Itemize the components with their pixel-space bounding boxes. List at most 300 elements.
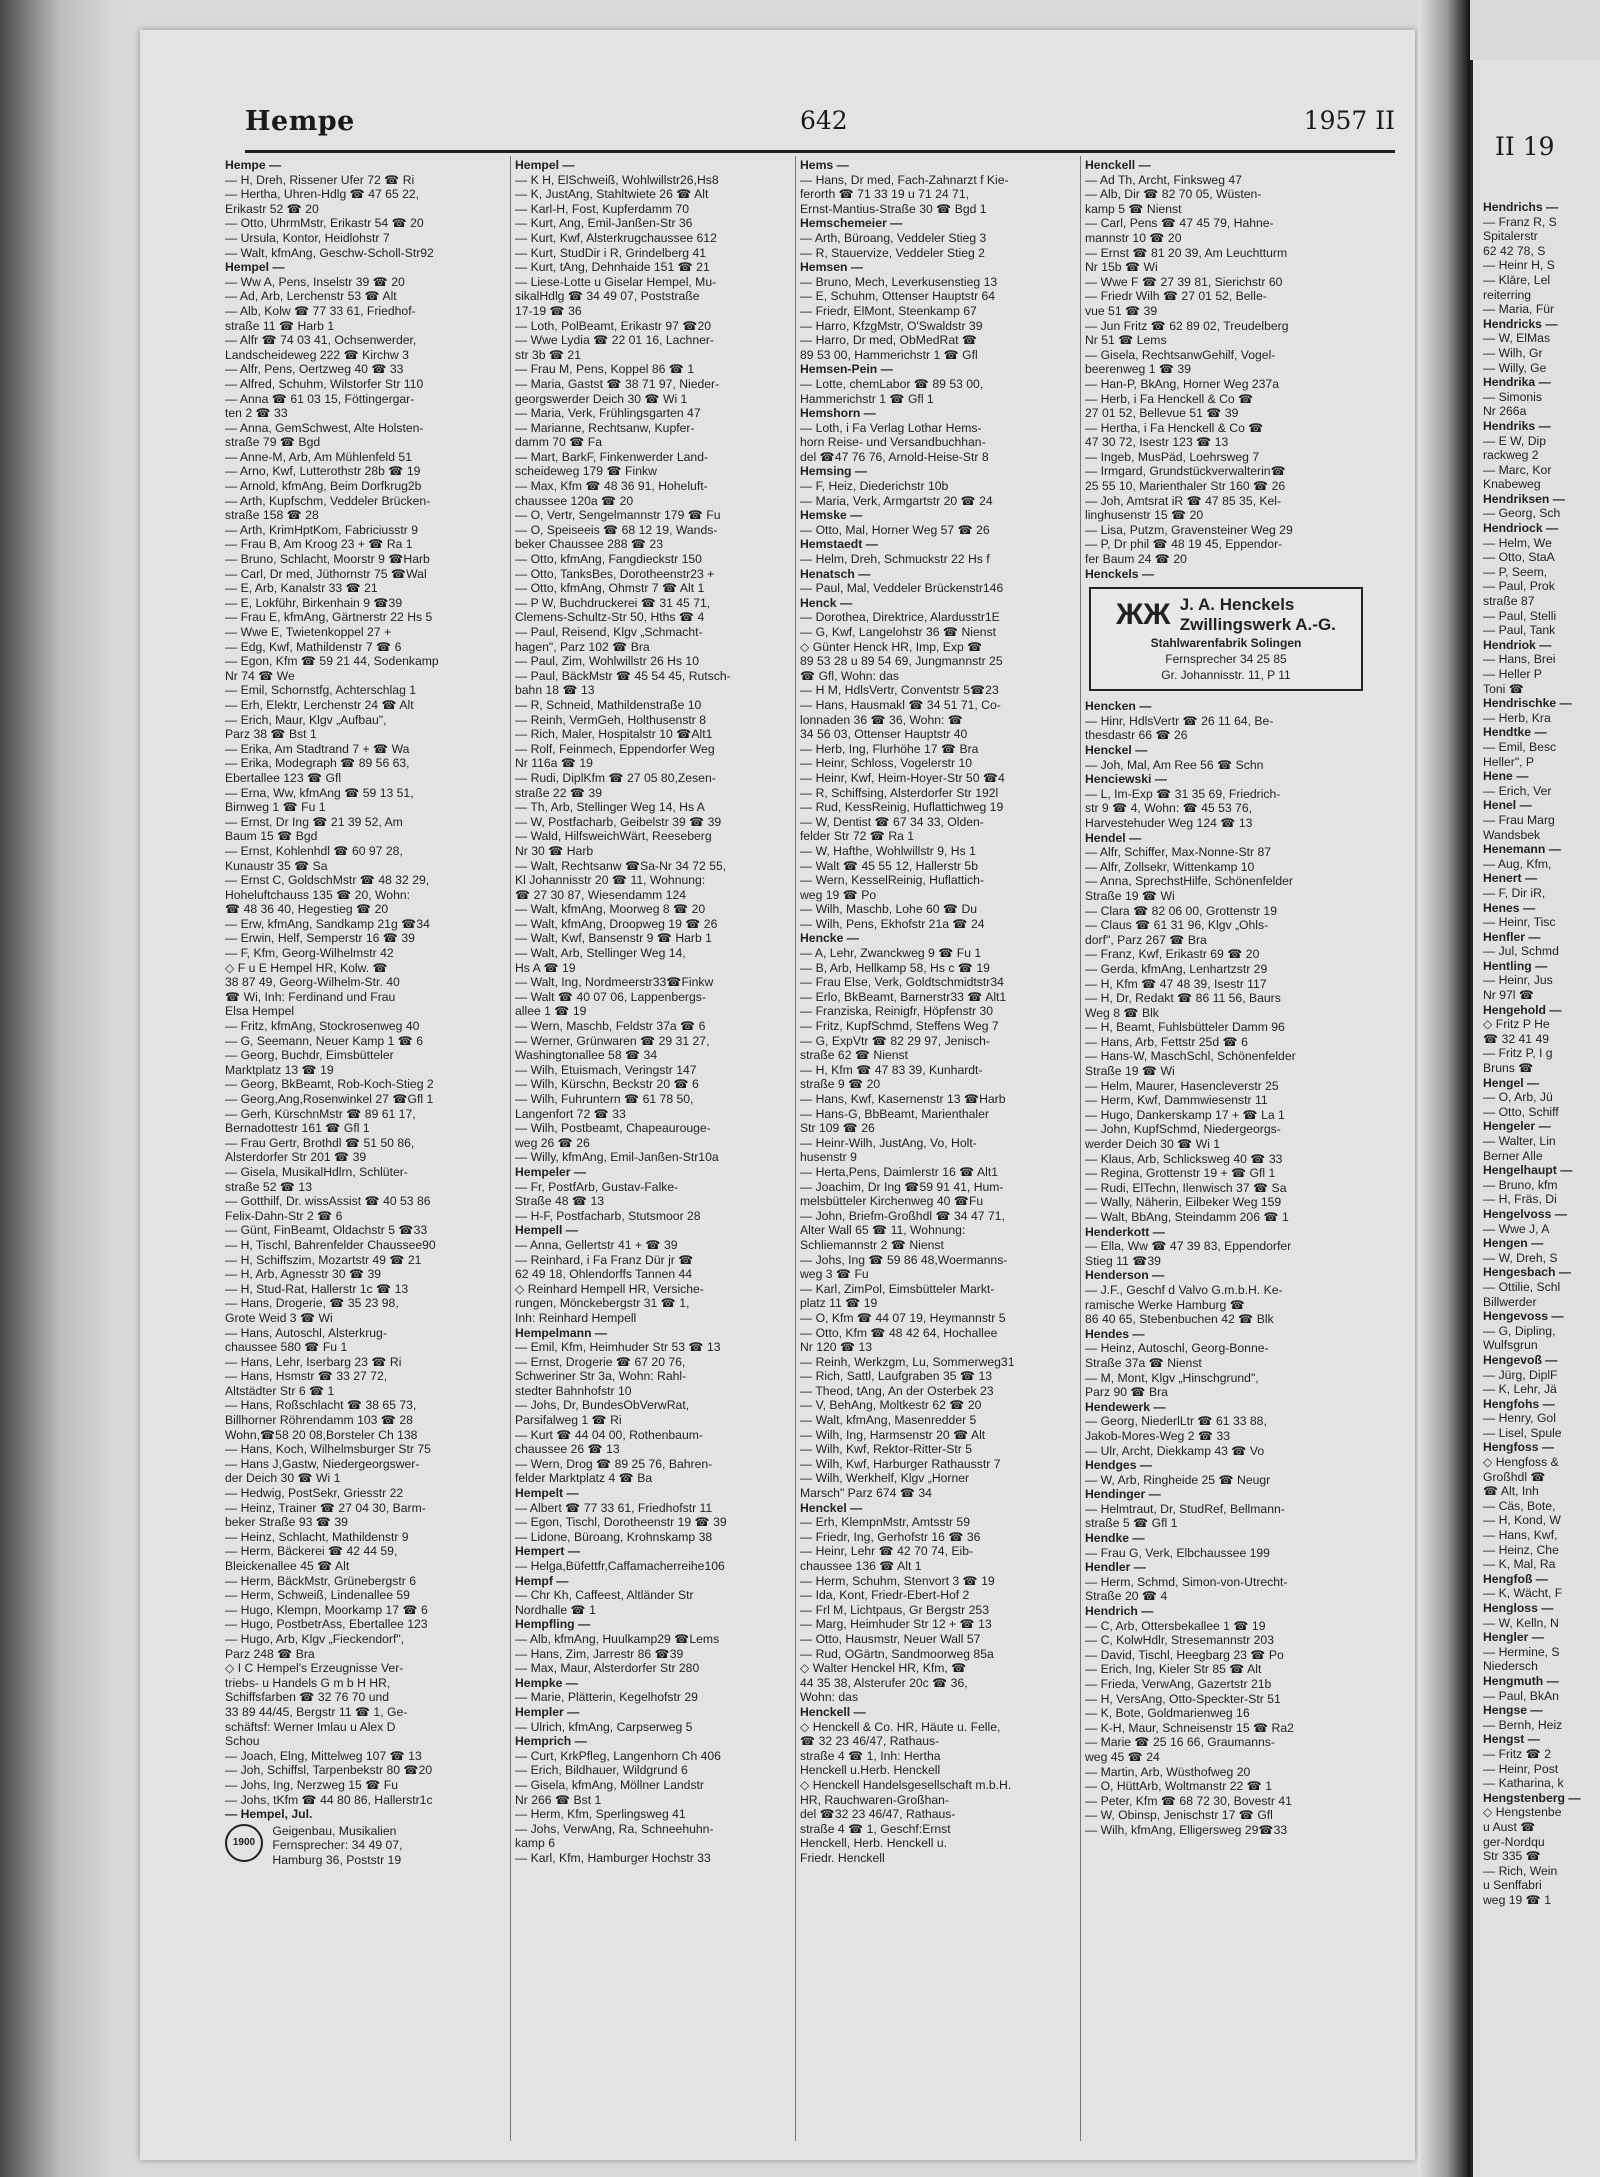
directory-entry: — Frau E, kfmAng, Gärtnerstr 22 Hs 5	[225, 610, 433, 625]
directory-entry: Schou	[225, 1734, 260, 1749]
directory-entry: Hengesbach —	[1483, 1265, 1572, 1280]
directory-entry: Hengelvoss —	[1483, 1206, 1567, 1221]
directory-entry: — Gerda, kfmAng, Lenhartzstr 29	[1085, 961, 1268, 976]
directory-entry: 27 01 52, Bellevue 51 ☎ 39	[1085, 406, 1239, 421]
directory-entry: — Marie ☎ 25 16 66, Graumanns-	[1085, 1735, 1275, 1750]
directory-entry: — C, KolwHdlr, Stresemannstr 203	[1085, 1633, 1274, 1648]
directory-entry: — Rudi, ElTechn, Ilenwisch 37 ☎ Sa	[1085, 1180, 1287, 1195]
directory-entry: — Joh, Mal, Am Ree 56 ☎ Schn	[1085, 757, 1264, 772]
directory-entry: Hendinger —	[1085, 1487, 1161, 1502]
directory-entry: Wulfsgrun	[1483, 1338, 1538, 1353]
directory-entry: Hendriok —	[1483, 637, 1552, 652]
directory-entry: Hene —	[1483, 769, 1529, 784]
directory-entry: — Herm, Kfm, Sperlingsweg 41	[515, 1807, 686, 1822]
directory-entry: — Erlo, BkBeamt, Barnerstr33 ☎ Alt1	[800, 989, 1007, 1004]
directory-entry: — Wern, KesselReinig, Huflattich-	[800, 873, 985, 888]
directory-entry: Henckell —	[1085, 158, 1151, 172]
directory-entry: — Friedr, ElMont, Steenkamp 67	[800, 303, 977, 318]
directory-entry: Henckel —	[1085, 743, 1148, 757]
directory-entry: ◇ Henckell & Co. HR, Häute u. Felle,	[800, 1719, 1001, 1734]
directory-entry: Hengst —	[1483, 1732, 1540, 1747]
directory-entry: — Gisela, MusikalHdlrn, Schlüter-	[225, 1164, 408, 1179]
directory-entry: weg 19 ☎ Po	[800, 887, 877, 902]
directory-entry: — Loth, PolBeamt, Erikastr 97 ☎20	[515, 318, 712, 333]
directory-entry: — Walt, BbAng, Steindamm 206 ☎ 1	[1085, 1210, 1289, 1224]
directory-entry: — Simonis	[1483, 389, 1542, 404]
directory-entry: — H, Kfm ☎ 47 48 39, Isestr 117	[1085, 976, 1267, 991]
directory-entry: — Arth, Büroang, Veddeler Stieg 3	[800, 230, 987, 245]
directory-entry: Heller", P	[1483, 754, 1535, 769]
directory-entry: 62 49 18, Ohlendorffs Tannen 44	[515, 1267, 693, 1282]
directory-entry: — Jun Fritz ☎ 62 89 02, Treudelberg	[1085, 318, 1289, 333]
directory-entry: felder Marktplatz 4 ☎ Ba	[515, 1471, 653, 1486]
directory-entry: — Otto, Kfm ☎ 48 42 64, Hochallee	[800, 1325, 998, 1340]
page-header	[245, 102, 1395, 144]
directory-entry: — Clara ☎ 82 06 00, Grottenstr 19	[1085, 903, 1277, 918]
directory-entry: — Alb, kfmAng, Huulkamp29 ☎Lems	[515, 1631, 720, 1646]
directory-entry: — Wilh, Kwf, Harburger Rathausstr 7	[800, 1456, 1001, 1471]
directory-entry: — Hans, Autoschl, Alsterkrug-	[225, 1325, 387, 1340]
hempel-jul-block	[225, 1824, 507, 1868]
directory-entry: Hempke —	[515, 1675, 578, 1690]
directory-entry: — Ingeb, MusPäd, Loehrsweg 7	[1085, 449, 1260, 464]
directory-entry: Ebertallee 123 ☎ Gfl	[225, 770, 342, 785]
directory-entry: — Ernst, Kohlenhdl ☎ 60 97 28,	[225, 843, 403, 858]
directory-entry: — Helm, Maurer, Hasencleverstr 25	[1085, 1078, 1279, 1093]
directory-entry: Schweriner Str 3a, Wohn: Rahl-	[515, 1369, 687, 1384]
directory-entry: Hengse —	[1483, 1703, 1543, 1718]
directory-entry: Hendricks —	[1483, 316, 1558, 331]
directory-entry: — H, Dreh, Rissener Ufer 72 ☎ Ri	[225, 172, 415, 187]
directory-entry: 25 55 10, Marienthaler Str 160 ☎ 26	[1085, 479, 1286, 494]
directory-entry: ☎ 27 30 87, Wiesendamm 124	[515, 887, 686, 902]
directory-entry: weg 26 ☎ 26	[515, 1135, 590, 1150]
directory-entry: Kl Johannisstr 20 ☎ 11, Wohnung:	[515, 873, 706, 888]
directory-entry: — Herb, i Fa Henckell & Co ☎	[1085, 391, 1254, 406]
directory-entry: Hammerichstr 1 ☎ Gfl 1	[800, 391, 934, 406]
directory-entry: ◇ Hengfoss &	[1483, 1455, 1559, 1470]
directory-entry: — O, Arb, Jü	[1483, 1090, 1553, 1105]
directory-entry: — Walt, Ing, Nordmeerstr33☎Finkw	[515, 975, 714, 990]
directory-entry: — Reinh, Werkzgm, Lu, Sommerweg31	[800, 1354, 1015, 1369]
directory-entry: — Hans J,Gastw, Niedergeorgswer-	[225, 1456, 420, 1471]
directory-entry: — Claus ☎ 61 31 96, Klgv „Ohls-	[1085, 918, 1269, 933]
directory-entry: — Otto, Schiff	[1483, 1104, 1559, 1119]
directory-entry: Hendriks —	[1483, 418, 1551, 433]
directory-entry: — Paul, BkAn	[1483, 1688, 1559, 1703]
directory-entry: — Alfr ☎ 74 03 41, Ochsenwerder,	[225, 333, 417, 348]
directory-entry: — Max, Kfm ☎ 48 36 91, Hoheluft-	[515, 479, 708, 494]
directory-entry: Spitalerstr	[1483, 229, 1538, 244]
directory-entry: weg 3 ☎ Fu	[800, 1267, 869, 1282]
directory-entry: — Anne-M, Arb, Am Mühlenfeld 51	[225, 449, 412, 464]
directory-entry: Straße 48 ☎ 13	[515, 1194, 605, 1209]
directory-entry: ◇ Henckell Handelsgesellschaft m.b.H.	[800, 1777, 1012, 1792]
directory-entry: Großhdl ☎	[1483, 1469, 1546, 1484]
directory-entry: — Hans, Hsmstr ☎ 33 27 72,	[225, 1369, 388, 1384]
directory-entry: straße 87	[1483, 594, 1535, 609]
directory-entry: — Hinr, HdlsVertr ☎ 26 11 64, Be-	[1085, 713, 1274, 728]
directory-entry: — Lisel, Spule	[1483, 1425, 1562, 1440]
facing-page-column	[1483, 200, 1600, 1907]
directory-entry: ☎ 32 23 46/47, Rathaus-	[800, 1734, 940, 1749]
directory-entry: — A, Lehr, Zwanckweg 9 ☎ Fu 1	[800, 946, 982, 961]
directory-entry: straße 4 ☎ 1, Geschf:Ernst	[800, 1821, 951, 1836]
directory-entry: — Otto, Mal, Horner Weg 57 ☎ 26	[800, 522, 990, 537]
directory-entry: — Reinhard, i Fa Franz Dür jr ☎	[515, 1252, 694, 1267]
directory-entry: — O, HüttArb, Woltmanstr 22 ☎ 1	[1085, 1779, 1272, 1794]
directory-entry: Hems —	[800, 158, 849, 172]
directory-entry: — Wern, Maschb, Feldstr 37a ☎ 6	[515, 1019, 706, 1034]
directory-entry: 89 53 28 u 89 54 69, Jungmannstr 25	[800, 654, 1003, 669]
directory-entry: del ☎32 23 46/47, Rathaus-	[800, 1807, 956, 1822]
directory-entry: — E, Arb, Kanalstr 33 ☎ 21	[225, 581, 378, 596]
directory-entry: — Heinr, Lehr ☎ 42 70 74, Eib-	[800, 1544, 974, 1559]
directory-entry: — Kurt, StudDir i R, Grindelberg 41	[515, 245, 707, 260]
directory-entry: — Hans, Zim, Jarrestr 86 ☎39	[515, 1646, 684, 1661]
directory-entry: — Wilh, Pens, Ekhofstr 21a ☎ 24	[800, 916, 985, 931]
directory-entry: Hendke —	[1085, 1531, 1145, 1546]
directory-entry: Hemske —	[800, 508, 863, 523]
directory-entry: Washingtonallee 58 ☎ 34	[515, 1048, 658, 1063]
directory-entry: Hengeler —	[1483, 1119, 1551, 1134]
directory-entry: Hempf —	[515, 1573, 569, 1588]
directory-entry: — Alfred, Schuhm, Wilstorfer Str 110	[225, 376, 424, 391]
directory-entry: — H, VersAng, Otto-Speckter-Str 51	[1085, 1691, 1281, 1706]
directory-entry: Parz 248 ☎ Bra	[225, 1646, 315, 1661]
directory-entry: — Emil, Besc	[1483, 739, 1557, 754]
directory-entry: Parz 90 ☎ Bra	[1085, 1385, 1168, 1400]
directory-entry: ☎ Gfl, Wohn: das	[800, 668, 899, 683]
directory-entry: — Herm, Bäckerei ☎ 42 44 59,	[225, 1544, 398, 1559]
directory-entry: bahn 18 ☎ 13	[515, 683, 595, 698]
directory-entry: Felix-Dahn-Str 2 ☎ 6	[225, 1208, 343, 1223]
directory-entry: ramische Werke Hamburg ☎	[1085, 1297, 1245, 1312]
directory-entry: Straße 20 ☎ 4	[1085, 1589, 1168, 1604]
directory-entry: — Wilh, kfmAng, Elligersweg 29☎33	[1085, 1822, 1288, 1837]
directory-entry: 62 42 78, S	[1483, 243, 1546, 258]
directory-entry: — J.F., Geschf d Valvo G.m.b.H. Ke-	[1085, 1282, 1283, 1297]
directory-entry: — Heinz, Trainer ☎ 27 04 30, Barm-	[225, 1500, 426, 1515]
directory-entry: — Hans, Koch, Wilhelmsburger Str 75	[225, 1442, 431, 1457]
page-number: 642	[800, 106, 848, 135]
directory-entry: Hendriock —	[1483, 521, 1559, 536]
jul-line: Hamburg 36, Poststr 19	[272, 1852, 402, 1867]
directory-entry: — Helmtraut, Dr, StudRef, Bellmann-	[1085, 1501, 1285, 1516]
directory-entry: — Hans, Kwf, Kasernenstr 13 ☎Harb	[800, 1092, 1006, 1106]
directory-entry: — Hempel, Jul.	[225, 1807, 313, 1822]
directory-entry: — Georg, Buchdr, Eimsbütteler	[225, 1048, 394, 1063]
directory-entry: — H M, HdlsVertr, Conventstr 5☎23	[800, 683, 999, 698]
directory-entry: Hendrichs —	[1483, 200, 1559, 214]
directory-entry: — Hertha, i Fa Henckell & Co ☎	[1085, 420, 1264, 435]
directory-entry: Hemschemeier —	[800, 216, 903, 231]
directory-entry: — Wwe F ☎ 27 39 81, Sierichstr 60	[1085, 274, 1283, 289]
directory-entry: 34 56 03, Ottenser Hauptstr 40	[800, 727, 968, 742]
directory-entry: — Joh, Amtsrat iR ☎ 47 85 35, Kel-	[1085, 493, 1282, 508]
directory-entry: — Herm, Schweiß, Lindenallee 59	[225, 1588, 410, 1603]
directory-entry: Hengstenberg —	[1483, 1790, 1581, 1805]
directory-entry: — P, Seem,	[1483, 564, 1548, 579]
directory-entry: — Wilh, Etuismach, Veringstr 147	[515, 1062, 697, 1077]
directory-entry: — Chr Kh, Caffeest, Altländer Str	[515, 1588, 694, 1603]
directory-entry: — Alb, Kolw ☎ 77 33 61, Friedhof-	[225, 303, 416, 318]
directory-entry: — Kurt, Kwf, Alsterkrugchaussee 612	[515, 230, 717, 245]
directory-entry: del ☎47 76 76, Arnold-Heise-Str 8	[800, 449, 989, 464]
directory-entry: Nr 266a	[1483, 404, 1527, 419]
directory-entry: platz 11 ☎ 19	[800, 1296, 878, 1311]
directory-entry: scheideweg 179 ☎ Finkw	[515, 464, 657, 479]
directory-entry: — Hans, Hausmakl ☎ 34 51 71, Co-	[800, 697, 1001, 712]
directory-entry: — G, Dipling,	[1483, 1323, 1556, 1338]
directory-entry: straße 62 ☎ Nienst	[800, 1048, 908, 1063]
directory-entry: — Hermine, S	[1483, 1644, 1560, 1659]
directory-entry: straße 9 ☎ 20	[800, 1077, 881, 1092]
directory-entry: — Georg, NiederlLtr ☎ 61 33 88,	[1085, 1414, 1267, 1429]
directory-entry: Hendtke —	[1483, 725, 1547, 740]
directory-entry: — Walt, Rechtsanw ☎Sa-Nr 34 72 55,	[515, 858, 727, 873]
directory-entry: Henfler —	[1483, 929, 1541, 944]
directory-entry: Kunaustr 35 ☎ Sa	[225, 858, 328, 873]
directory-entry: — Hugo, Arb, Klgv „Fieckendorf",	[225, 1631, 405, 1646]
directory-entry: — Erwin, Helf, Semperstr 16 ☎ 39	[225, 931, 415, 946]
directory-entry: — Klāre, Lel	[1483, 272, 1551, 287]
directory-entry: Hoheluftchauss 135 ☎ 20, Wohn:	[225, 887, 411, 902]
directory-entry: — Wwe J, A	[1483, 1221, 1550, 1236]
directory-entry: — Willy, Ge	[1483, 360, 1547, 375]
directory-entry: Henckels —	[1085, 566, 1155, 581]
directory-entry: straße 158 ☎ 28	[225, 508, 319, 523]
directory-entry: Hendes —	[1085, 1326, 1145, 1341]
directory-entry: — Fritz P, I g	[1483, 1046, 1553, 1061]
ad-title-line2: Zwillingswerk A.-G.	[1179, 615, 1336, 635]
directory-entry: — Carl, Dr med, Jüthornstr 75 ☎Wal	[225, 566, 427, 581]
directory-entry: Bleickenallee 45 ☎ Alt	[225, 1559, 350, 1573]
directory-entry: — H, Schiffszim, Mozartstr 49 ☎ 21	[225, 1252, 422, 1267]
directory-entry: — John, KupfSchmd, Niedergeorgs-	[1085, 1122, 1281, 1137]
directory-entry: Hempe —	[225, 158, 282, 172]
directory-entry: — Rolf, Feinmech, Eppendorfer Weg	[515, 741, 715, 756]
directory-entry: — E, Lokführ, Birkenhain 9 ☎39	[225, 595, 403, 610]
directory-entry: kamp 5 ☎ Nienst	[1085, 201, 1182, 216]
directory-entry: Billwerder	[1483, 1294, 1537, 1309]
directory-entry: 47 30 72, Isestr 123 ☎ 13	[1085, 435, 1229, 450]
directory-entry: — Kurt, Ang, Emil-Janßen-Str 36	[515, 216, 693, 231]
directory-entry: triebs- u Handels G m b H HR,	[225, 1675, 391, 1690]
directory-entry: — Walt ☎ 40 07 06, Lappenbergs-	[515, 989, 706, 1004]
directory-entry: — K, Lehr, Jä	[1483, 1382, 1557, 1397]
directory-entry: — V, BehAng, Moltkestr 62 ☎ 20	[800, 1398, 982, 1413]
directory-entry: beker Chaussee 288 ☎ 23	[515, 537, 663, 552]
directory-entry: allee 1 ☎ 19	[515, 1004, 587, 1019]
directory-entry: — H, Stud-Rat, Hallerstr 1c ☎ 13	[225, 1281, 409, 1296]
directory-entry: — Franz R, S	[1483, 214, 1557, 229]
directory-entry: — Hans, Drogerie, ☎ 35 23 98,	[225, 1296, 399, 1311]
directory-entry: Knabeweg	[1483, 477, 1541, 492]
directory-entry: — Wern, Drog ☎ 89 25 76, Bahren-	[515, 1456, 713, 1471]
facing-page-header: II 19	[1495, 132, 1555, 161]
directory-entry: — Heinz, Schlacht, Mathildenstr 9	[225, 1529, 409, 1544]
directory-entry: — Arth, KrimHptKom, Fabriciusstr 9	[225, 522, 419, 537]
directory-entry: Bernadottestr 161 ☎ Gfl 1	[225, 1121, 370, 1136]
directory-entry: — Rich, Maler, Hospitalstr 10 ☎Alt1	[515, 727, 713, 742]
directory-entry: — Rud, OGärtn, Sandmoorweg 85a	[800, 1646, 994, 1661]
directory-entry: — Herm, BäckMstr, Grünebergstr 6	[225, 1573, 416, 1588]
column-3	[800, 158, 1082, 2143]
directory-entry: Stieg 11 ☎39	[1085, 1253, 1161, 1268]
directory-entry: — Frau Else, Verk, Goldtschmidtstr34	[800, 975, 1004, 990]
directory-entry: weg 19 ☎ 1	[1483, 1892, 1552, 1907]
directory-entry: — Hugo, Klempn, Moorkamp 17 ☎ 6	[225, 1602, 428, 1617]
directory-entry: — H, Fräs, Di	[1483, 1192, 1557, 1207]
directory-entry: Henert —	[1483, 871, 1538, 886]
directory-entry: — Marianne, Rechtsanw, Kupfer-	[515, 420, 695, 435]
henckels-advertisement	[1089, 587, 1363, 691]
directory-entry: — Harro, KfzgMstr, O'Swaldstr 39	[800, 318, 983, 333]
directory-entry: horn Reise- und Versandbuchhan-	[800, 435, 986, 450]
directory-entry: Birnweg 1 ☎ Fu 1	[225, 800, 326, 815]
directory-entry: — Karl, ZimPol, Eimsbütteler Markt-	[800, 1281, 995, 1296]
directory-entry: — David, Tischl, Heegbarg 23 ☎ Po	[1085, 1647, 1284, 1662]
directory-entry: — K-H, Maur, Schneisenstr 15 ☎ Ra2	[1085, 1720, 1294, 1735]
directory-entry: — Karl, Kfm, Hamburger Hochstr 33	[515, 1850, 711, 1865]
directory-entry: — Jul, Schmd	[1483, 944, 1559, 959]
directory-entry: Hemsen —	[800, 260, 863, 275]
directory-entry: — Bruno, kfm	[1483, 1177, 1558, 1192]
directory-entry: — Walt ☎ 45 55 12, Hallerstr 5b	[800, 858, 978, 873]
directory-entry: — Gerh, KürschnMstr ☎ 89 61 17,	[225, 1106, 416, 1121]
directory-entry: — Ad Th, Archt, Finksweg 47	[1085, 172, 1242, 187]
directory-entry: Berner Alle	[1483, 1148, 1543, 1163]
directory-entry: — Heller P	[1483, 667, 1542, 681]
directory-entry: str 9 ☎ 4, Wohn: ☎ 45 53 76,	[1085, 801, 1252, 816]
seal-1900-icon: 1900	[225, 1824, 263, 1862]
directory-entry: — Hans-G, BbBeamt, Marienthaler	[800, 1106, 989, 1121]
directory-entry: — Frau M, Pens, Koppel 86 ☎ 1	[515, 362, 695, 377]
directory-entry: — Herm, Schuhm, Stenvort 3 ☎ 19	[800, 1573, 995, 1588]
directory-entry: — F, Dir iR,	[1483, 885, 1546, 900]
directory-entry: — Alb, Dir ☎ 82 70 05, Wüsten-	[1085, 187, 1262, 202]
directory-entry: — Rich, Wein	[1483, 1863, 1558, 1878]
directory-entry: — Theod, tAng, An der Osterbek 23	[800, 1383, 994, 1398]
directory-entry: — R, Schneid, Mathildenstraße 10	[515, 697, 702, 712]
directory-entry: — Rud, KessReinig, Huflattichweg 19	[800, 800, 1004, 815]
directory-entry: Hendriksen —	[1483, 491, 1565, 506]
directory-entry: Nr 266 ☎ Bst 1	[515, 1792, 602, 1807]
directory-entry: fer Baum 24 ☎ 20	[1085, 552, 1187, 567]
directory-entry: Parz 38 ☎ Bst 1	[225, 727, 317, 742]
directory-entry: Marsch" Parz 674 ☎ 34	[800, 1486, 932, 1501]
directory-entry: Hempeler —	[515, 1164, 587, 1179]
directory-entry: — Hans, Lehr, Iserbarg 23 ☎ Ri	[225, 1354, 402, 1369]
directory-entry: Jakob-Mores-Weg 2 ☎ 33	[1085, 1428, 1231, 1443]
directory-entry: ☎ Wi, Inh: Ferdinand und Frau	[225, 989, 396, 1004]
directory-entry: — K, Bote, Goldmarienweg 16	[1085, 1706, 1250, 1721]
directory-entry: — Herb, Ing, Flurhöhe 17 ☎ Bra	[800, 741, 979, 756]
directory-entry: felder Str 72 ☎ Ra 1	[800, 829, 915, 844]
directory-entry: — Walt, kfmAng, Moorweg 8 ☎ 20	[515, 902, 706, 917]
directory-entry: — Herm, Kwf, Dammwiesenstr 11	[1085, 1093, 1268, 1108]
directory-entry: straße 11 ☎ Harb 1	[225, 318, 335, 333]
directory-entry: Landscheideweg 222 ☎ Kirchw 3	[225, 347, 409, 362]
directory-entry: Hengmuth —	[1483, 1673, 1559, 1688]
directory-entry: ger-Nordqu	[1483, 1834, 1545, 1849]
directory-entry: — Paul, Reisend, Klgv „Schmacht-	[515, 625, 703, 639]
directory-entry: Grote Weid 3 ☎ Wi	[225, 1310, 333, 1325]
directory-entry: Hentling —	[1483, 958, 1548, 973]
directory-entry: Hengevoss —	[1483, 1309, 1564, 1324]
directory-entry: Nr 51 ☎ Lems	[1085, 333, 1167, 348]
directory-entry: — Th, Arb, Stellinger Weg 14, Hs A	[515, 800, 705, 815]
directory-entry: — Heinr, Schloss, Vogelerstr 10	[800, 756, 973, 771]
directory-entry: Nordhalle ☎ 1	[515, 1602, 596, 1617]
directory-entry: — Wilh, Werkhelf, Klgv „Horner	[800, 1471, 970, 1486]
directory-entry: — K, JustAng, Stahltwiete 26 ☎ Alt	[515, 187, 709, 202]
directory-entry: — Paul, Mal, Veddeler Brückenstr146	[800, 581, 1004, 596]
directory-entry: — Joh, Schiffsl, Tarpenbekstr 80 ☎20	[225, 1763, 433, 1778]
directory-entry: straße 79 ☎ Bgd	[225, 435, 321, 450]
directory-entry: Clemens-Schultz-Str 50, Hths ☎ 4	[515, 610, 705, 625]
directory-entry: — Joach, Elng, Mittelweg 107 ☎ 13	[225, 1748, 422, 1763]
directory-entry: — W, Postfacharb, Geibelstr 39 ☎ 39	[515, 814, 722, 829]
directory-entry: — Werner, Grünwaren ☎ 29 31 27,	[515, 1033, 710, 1048]
directory-entry: — Wilh, Postbeamt, Chapeaurouge-	[515, 1121, 711, 1136]
directory-entry: — Erich, Ver	[1483, 783, 1552, 798]
directory-entry: 44 35 38, Alsterufer 20c ☎ 36,	[800, 1675, 968, 1690]
directory-entry: str 3b ☎ 21	[515, 347, 581, 362]
directory-entry: — Franziska, Reinigfr, Höpfenstr 30	[800, 1004, 994, 1019]
directory-entry: reiterring	[1483, 287, 1532, 302]
jul-line: Geigenbau, Musikalien	[272, 1823, 397, 1838]
directory-entry: — Georg,Ang,Rosenwinkel 27 ☎Gfl 1	[225, 1092, 434, 1106]
directory-entry: Henckell —	[800, 1704, 866, 1719]
directory-entry: ☎ Alt, Inh	[1483, 1484, 1539, 1499]
directory-entry: — Hertha, Uhren-Hdlg ☎ 47 65 22,	[225, 187, 420, 202]
directory-entry: — W, Hafthe, Wohlwillstr 9, Hs 1	[800, 843, 976, 858]
directory-entry: — O, Speiseeis ☎ 68 12 19, Wands-	[515, 522, 718, 537]
directory-entry: — Franz, Kwf, Erikastr 69 ☎ 20	[1085, 947, 1260, 962]
directory-entry: Hemsen-Pein —	[800, 362, 893, 377]
directory-entry: Hendler —	[1085, 1560, 1146, 1575]
directory-entry: Inh: Reinhard Hempell	[515, 1310, 637, 1325]
directory-entry: — F, Kfm, Georg-Wilhelmstr 42	[225, 946, 394, 961]
directory-entry: — Wally, Näherin, Eilbeker Weg 159	[1085, 1195, 1282, 1210]
directory-entry: — Klaus, Arb, Schlicksweg 40 ☎ 33	[1085, 1151, 1283, 1166]
directory-entry: Hempel —	[225, 260, 285, 275]
directory-entry: — Walt, kfmAng, Masenredder 5	[800, 1413, 977, 1428]
directory-entry: — Liese-Lotte u Giselar Hempel, Mu-	[515, 274, 717, 289]
directory-entry: — K, Mal, Ra	[1483, 1557, 1556, 1572]
directory-entry: husenstr 9	[800, 1150, 857, 1165]
directory-entry: Henatsch —	[800, 566, 871, 581]
directory-entry: Alter Wall 65 ☎ 11, Wohnung:	[800, 1223, 966, 1238]
directory-entry: Hencken —	[1085, 699, 1152, 714]
directory-entry: rackweg 2	[1483, 448, 1539, 463]
directory-entry: — Dorothea, Direktrice, Alardusstr1E	[800, 610, 1000, 625]
directory-entry: — R, Schiffsing, Alsterdorfer Str 192l	[800, 785, 999, 800]
column-4	[1085, 158, 1367, 2143]
directory-entry: melsbütteler Kirchenweg 40 ☎Fu	[800, 1194, 984, 1209]
directory-entry: — H-F, Postfacharb, Stutsmoor 28	[515, 1208, 701, 1223]
directory-entry: Str 335 ☎	[1483, 1849, 1541, 1864]
directory-entry: — Johs, VerwAng, Ra, Schneehuhn-	[515, 1821, 714, 1836]
directory-entry: — Ernst, Dr Ing ☎ 21 39 52, Am	[225, 814, 403, 829]
directory-entry: — Ida, Kont, Friedr-Ebert-Hof 2	[800, 1588, 970, 1603]
directory-entry: Hempelt —	[515, 1486, 579, 1501]
directory-entry: — Johs, Ing, Nerzweg 15 ☎ Fu	[225, 1777, 399, 1792]
directory-entry: — Erh, KlempnMstr, Amtsstr 59	[800, 1515, 970, 1530]
directory-entry: — H, Arb, Agnesstr 30 ☎ 39	[225, 1267, 382, 1282]
